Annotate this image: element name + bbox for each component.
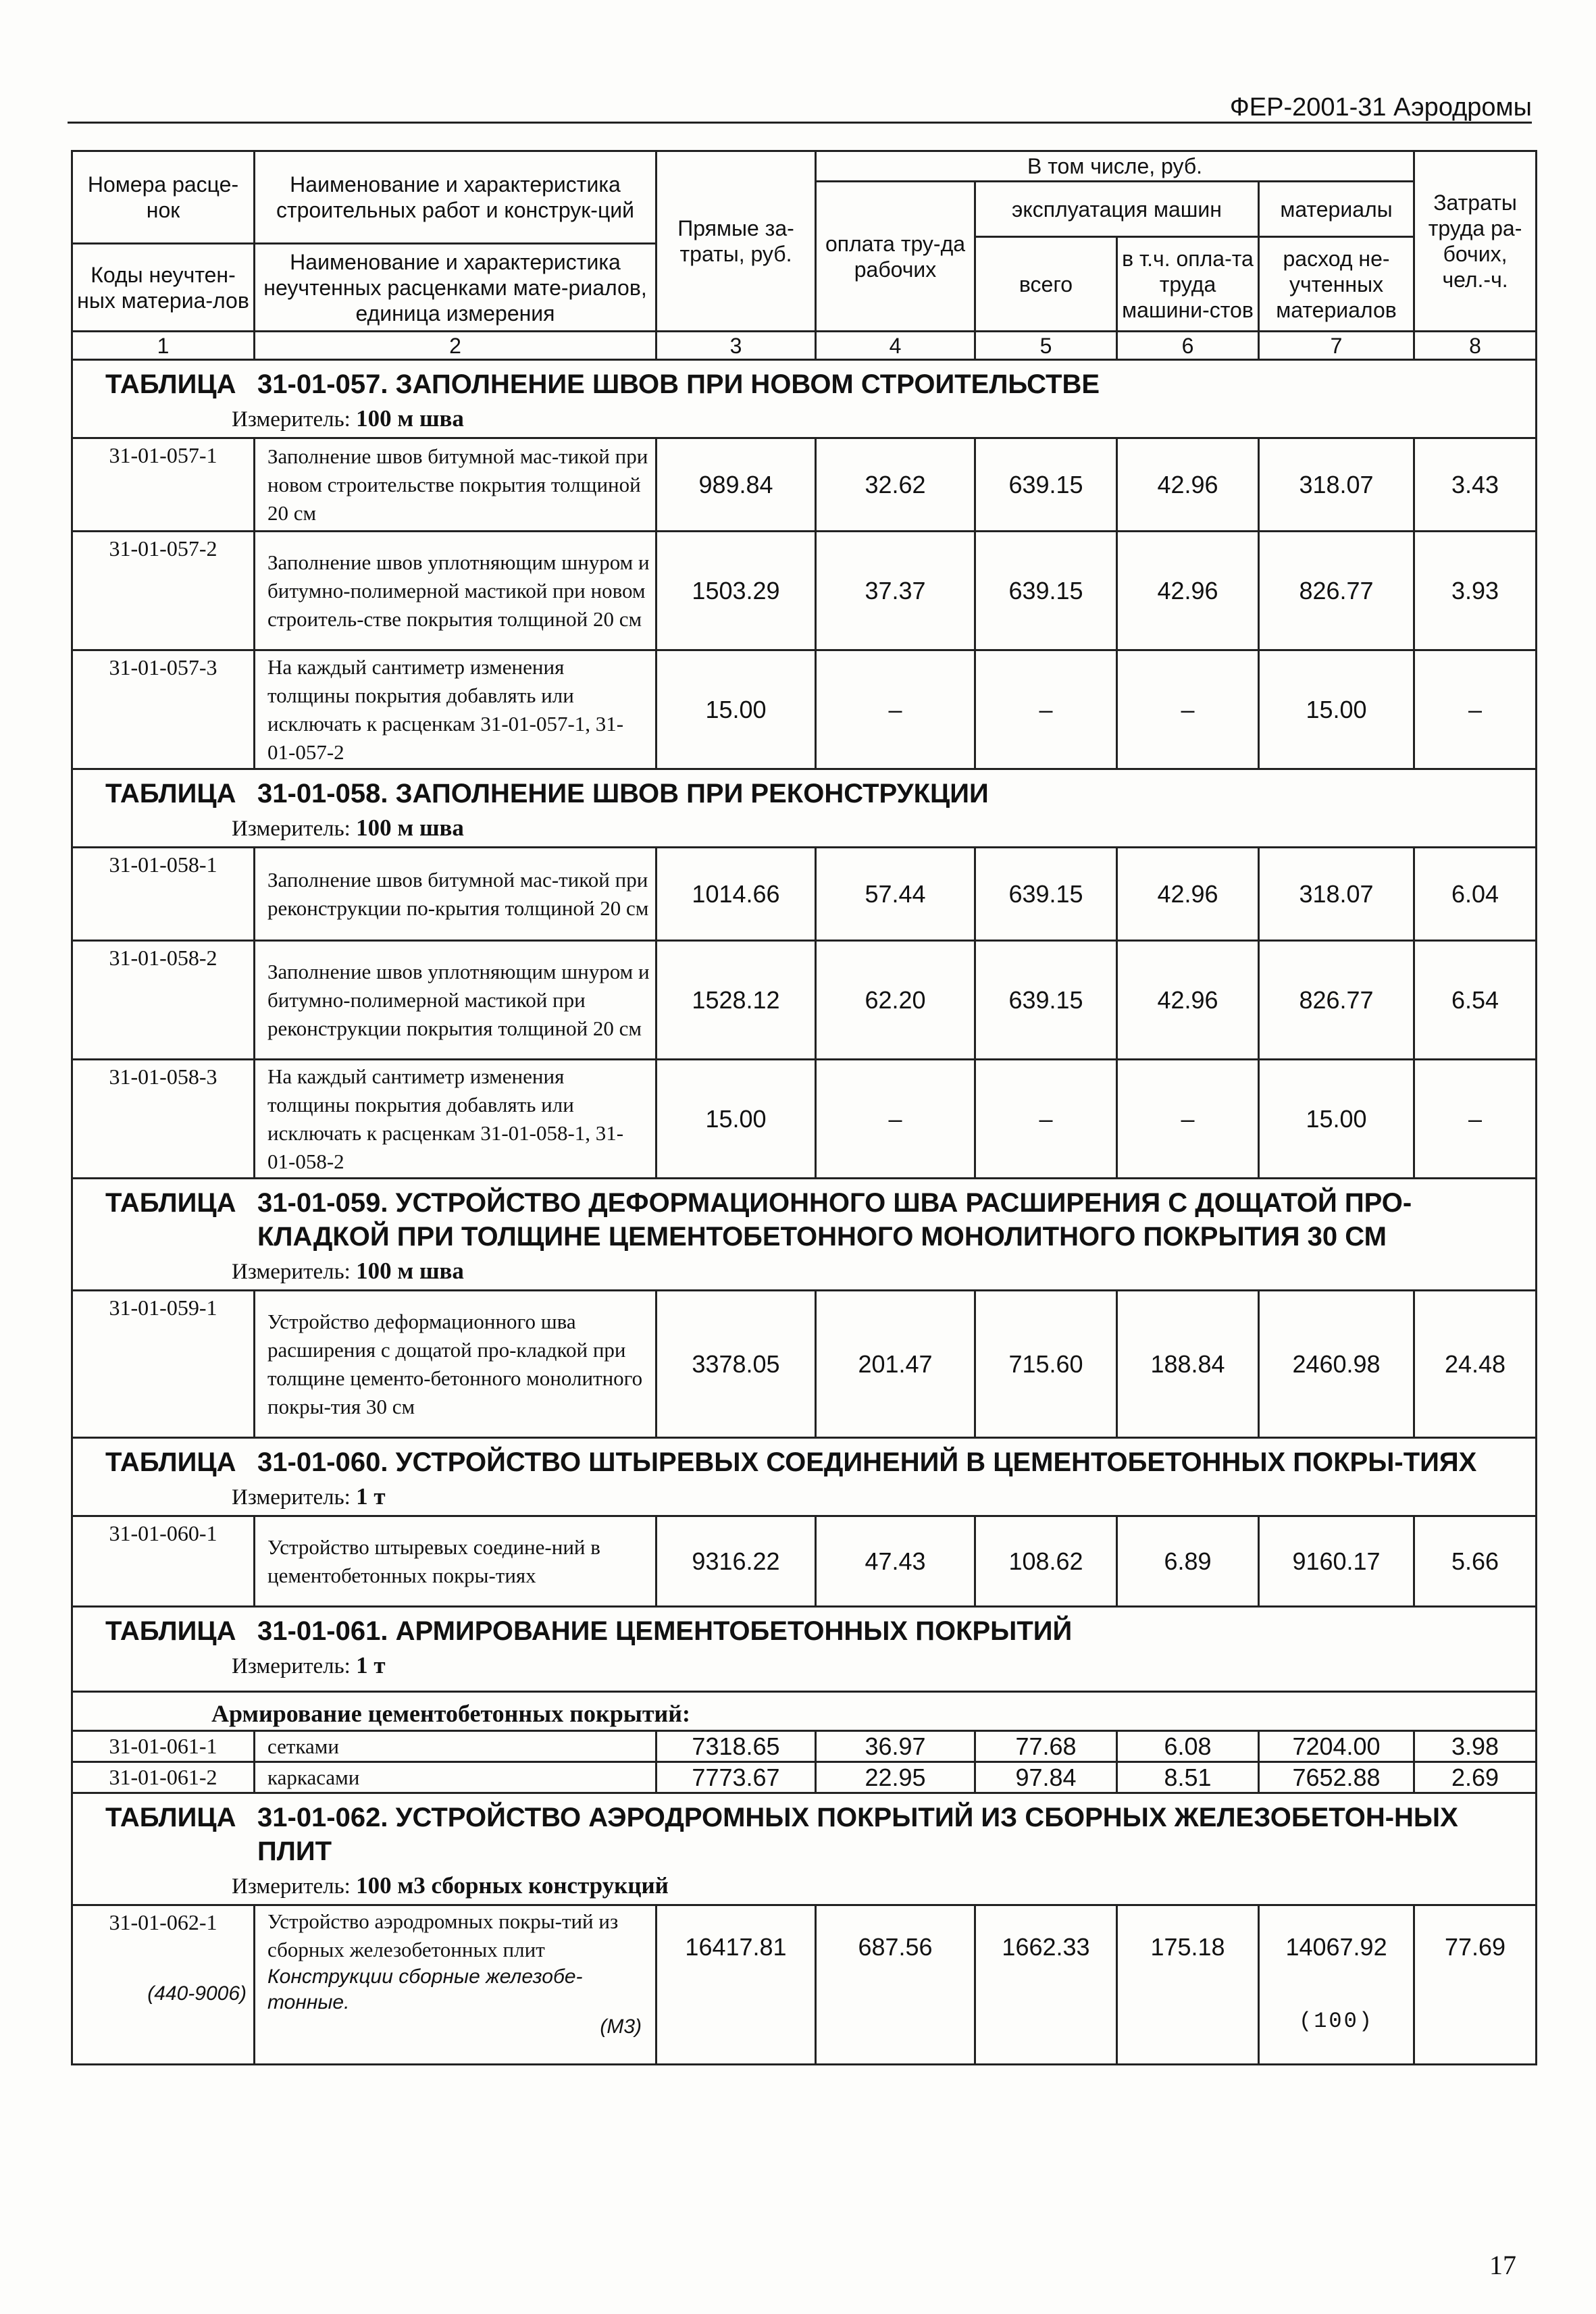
wages: 201.47 bbox=[816, 1291, 975, 1438]
rate-description: Устройство штыревых соедине-ний в цементобетонных покры-тиях bbox=[255, 1516, 657, 1607]
wages: 22.95 bbox=[816, 1762, 975, 1793]
wages: 32.62 bbox=[816, 438, 975, 532]
materials: 9160.17 bbox=[1259, 1516, 1414, 1607]
col-header-material-names: Наименование и характеристика неучтенных расценками мате-риалов, единица измерения bbox=[255, 244, 657, 332]
rate-code: 31-01-057-3 bbox=[72, 650, 255, 769]
wages: 37.37 bbox=[816, 532, 975, 650]
section-header-060 bbox=[72, 1438, 1537, 1516]
section-title bbox=[73, 770, 1535, 813]
section-title bbox=[73, 1608, 1535, 1651]
direct-cost: 1503.29 bbox=[657, 532, 816, 650]
col-header-machines: эксплуатация машин bbox=[975, 182, 1259, 237]
rate-code: 31-01-058-2 bbox=[72, 941, 255, 1060]
direct-cost: 16417.81 bbox=[657, 1905, 816, 2065]
direct-cost: 989.84 bbox=[657, 438, 816, 532]
materials: 7652.88 bbox=[1259, 1762, 1414, 1793]
labor-hours: 3.93 bbox=[1414, 532, 1537, 650]
section-meter bbox=[73, 404, 1535, 437]
machines-total: 108.62 bbox=[975, 1516, 1117, 1607]
col-header-wages: оплата тру-да рабочих bbox=[816, 182, 975, 332]
col-header-operator-wages: в т.ч. опла-та труда машини-стов bbox=[1117, 237, 1259, 332]
column-number: 8 bbox=[1414, 332, 1537, 360]
wages: 47.43 bbox=[816, 1516, 975, 1607]
operator-wages: 8.51 bbox=[1117, 1762, 1259, 1793]
materials: 318.07 bbox=[1259, 438, 1414, 532]
operator-wages: 42.96 bbox=[1117, 438, 1259, 532]
machines-total: 715.60 bbox=[975, 1291, 1117, 1438]
meter-label: Измеритель: bbox=[232, 1874, 351, 1899]
operator-wages: 42.96 bbox=[1117, 532, 1259, 650]
rate-code: 31-01-061-2 bbox=[72, 1762, 255, 1793]
operator-wages: 6.89 bbox=[1117, 1516, 1259, 1607]
labor-hours: – bbox=[1414, 650, 1537, 769]
machines-total: 77.68 bbox=[975, 1731, 1117, 1762]
machines-total: – bbox=[975, 1060, 1117, 1179]
table-row bbox=[72, 848, 1537, 941]
section-label: ТАБЛИЦА bbox=[105, 1188, 236, 1218]
machines-total: 97.84 bbox=[975, 1762, 1117, 1793]
wages: 62.20 bbox=[816, 941, 975, 1060]
rate-description: Устройство аэродромных покры-тий из сборных железобетонных плит bbox=[267, 1909, 619, 1961]
section-title-text: 31-01-057. ЗАПОЛНЕНИЕ ШВОВ ПРИ НОВОМ СТРОИТЕЛЬСТВЕ bbox=[257, 369, 1100, 399]
col-header-including: В том числе, руб. bbox=[816, 151, 1414, 182]
rate-description: сетками bbox=[255, 1731, 657, 1762]
material-description: Конструкции сборные железобе-тонные. bbox=[267, 1965, 583, 2013]
machines-total: 1662.33 bbox=[975, 1905, 1117, 2065]
col-header-direct-cost: Прямые за-траты, руб. bbox=[657, 151, 816, 332]
labor-hours: 2.69 bbox=[1414, 1762, 1537, 1793]
col-header-labor: Затраты труда ра-бочих, чел.-ч. bbox=[1414, 151, 1537, 332]
meter-label: Измеритель: bbox=[232, 407, 351, 432]
direct-cost: 1014.66 bbox=[657, 848, 816, 941]
section-header-061 bbox=[72, 1607, 1537, 1692]
column-number: 4 bbox=[816, 332, 975, 360]
section-label: ТАБЛИЦА bbox=[105, 1616, 236, 1646]
section-meter bbox=[73, 813, 1535, 846]
meter-value: 100 м3 сборных конструкций bbox=[356, 1872, 669, 1899]
rate-description: Заполнение швов битумной мас-тикой при новом строительстве покрытия толщиной 20 см bbox=[255, 438, 657, 532]
section-meter bbox=[73, 1651, 1535, 1691]
section-label: ТАБЛИЦА bbox=[105, 369, 236, 399]
header-rule bbox=[68, 122, 1532, 124]
table-row bbox=[72, 1060, 1537, 1179]
column-number: 1 bbox=[72, 332, 255, 360]
table-row bbox=[72, 532, 1537, 650]
wages: 57.44 bbox=[816, 848, 975, 941]
rate-code: 31-01-061-1 bbox=[72, 1731, 255, 1762]
meter-label: Измеритель: bbox=[232, 1260, 351, 1284]
operator-wages: 42.96 bbox=[1117, 941, 1259, 1060]
materials: 15.00 bbox=[1259, 650, 1414, 769]
section-header-058 bbox=[72, 769, 1537, 848]
material-unit: (М3) bbox=[600, 2015, 642, 2038]
operator-wages: – bbox=[1117, 650, 1259, 769]
rate-code-cell bbox=[72, 1905, 255, 2065]
direct-cost: 3378.05 bbox=[657, 1291, 816, 1438]
labor-hours: 77.69 bbox=[1414, 1905, 1537, 2065]
rate-description-cell bbox=[255, 1905, 657, 2065]
rate-description: На каждый сантиметр изменения толщины покрытия добавлять или исключать к расценкам 31-01-057-1, 31-01-057-2 bbox=[255, 650, 657, 769]
machines-total: 639.15 bbox=[975, 532, 1117, 650]
price-table bbox=[71, 150, 1537, 2065]
section-meter bbox=[73, 1871, 1535, 1904]
table-row bbox=[72, 1516, 1537, 1607]
col-header-material-codes: Коды неучтен-ных материа-лов bbox=[72, 244, 255, 332]
machines-total: – bbox=[975, 650, 1117, 769]
meter-label: Измеритель: bbox=[232, 1485, 351, 1510]
page-header-title: ФЕР-2001-31 Аэродромы bbox=[1229, 93, 1532, 122]
meter-label: Измеритель: bbox=[232, 1654, 351, 1678]
rate-code: 31-01-058-1 bbox=[72, 848, 255, 941]
meter-value: 1 т bbox=[356, 1652, 386, 1678]
section-title bbox=[73, 361, 1535, 404]
materials: 826.77 bbox=[1259, 532, 1414, 650]
page-number: 17 bbox=[1489, 2250, 1516, 2280]
table-row bbox=[72, 1731, 1537, 1762]
section-title bbox=[73, 1794, 1535, 1871]
operator-wages: 175.18 bbox=[1117, 1905, 1259, 2065]
section-header-059 bbox=[72, 1179, 1537, 1291]
rate-code: 31-01-057-2 bbox=[72, 532, 255, 650]
col-header-unaccounted-materials: расход не-учтенных материалов bbox=[1259, 237, 1414, 332]
materials: 826.77 bbox=[1259, 941, 1414, 1060]
labor-hours: – bbox=[1414, 1060, 1537, 1179]
materials: 7204.00 bbox=[1259, 1731, 1414, 1762]
machines-total: 639.15 bbox=[975, 941, 1117, 1060]
operator-wages: 6.08 bbox=[1117, 1731, 1259, 1762]
labor-hours: 3.98 bbox=[1414, 1731, 1537, 1762]
direct-cost: 9316.22 bbox=[657, 1516, 816, 1607]
column-number: 7 bbox=[1259, 332, 1414, 360]
section-title-text: 31-01-061. АРМИРОВАНИЕ ЦЕМЕНТОБЕТОННЫХ ПОКРЫТИЙ bbox=[257, 1616, 1073, 1646]
meter-label: Измеритель: bbox=[232, 817, 351, 841]
materials: 15.00 bbox=[1259, 1060, 1414, 1179]
section-label: ТАБЛИЦА bbox=[105, 779, 236, 808]
table-row bbox=[72, 1762, 1537, 1793]
col-header-code: Номера расце-нок bbox=[72, 151, 255, 244]
section-label: ТАБЛИЦА bbox=[105, 1447, 236, 1477]
materials: 318.07 bbox=[1259, 848, 1414, 941]
rate-code: 31-01-057-1 bbox=[72, 438, 255, 532]
column-number: 2 bbox=[255, 332, 657, 360]
col-header-name: Наименование и характеристика строительных работ и конструк-ций bbox=[255, 151, 657, 244]
rate-code: 31-01-062-1 bbox=[109, 1910, 217, 1934]
operator-wages: – bbox=[1117, 1060, 1259, 1179]
table-row bbox=[72, 438, 1537, 532]
direct-cost: 7773.67 bbox=[657, 1762, 816, 1793]
wages: – bbox=[816, 650, 975, 769]
rate-description: Устройство деформационного шва расширения с дощатой про-кладкой при толщине цементо-бетонного монолитного покры-тия 30 см bbox=[255, 1291, 657, 1438]
wages: – bbox=[816, 1060, 975, 1179]
table-row bbox=[72, 1905, 1537, 2065]
wages: 36.97 bbox=[816, 1731, 975, 1762]
labor-hours: 6.54 bbox=[1414, 941, 1537, 1060]
direct-cost: 15.00 bbox=[657, 650, 816, 769]
operator-wages: 188.84 bbox=[1117, 1291, 1259, 1438]
wages: 687.56 bbox=[816, 1905, 975, 2065]
section-title-text: 31-01-059. УСТРОЙСТВО ДЕФОРМАЦИОННОГО ШВА РАСШИРЕНИЯ С ДОЩАТОЙ ПРО-КЛАДКОЙ ПРИ ТОЛЩИНЕ ЦЕМЕНТОБЕТОННОГО МОНОЛИТНОГО ПОКРЫТИЯ 30 СМ bbox=[257, 1188, 1412, 1252]
section-header-062 bbox=[72, 1793, 1537, 1905]
labor-hours: 3.43 bbox=[1414, 438, 1537, 532]
materials-cell bbox=[1259, 1905, 1414, 2065]
materials: 14067.92 bbox=[1285, 1933, 1387, 1961]
section-title-text: 31-01-060. УСТРОЙСТВО ШТЫРЕВЫХ СОЕДИНЕНИЙ В ЦЕМЕНТОБЕТОННЫХ ПОКРЫ-ТИЯХ bbox=[257, 1447, 1477, 1477]
section-label: ТАБЛИЦА bbox=[105, 1803, 236, 1832]
section-meter bbox=[73, 1482, 1535, 1515]
material-code: (440-9006) bbox=[147, 1982, 247, 2005]
col-header-materials: материалы bbox=[1259, 182, 1414, 237]
rate-description: каркасами bbox=[255, 1762, 657, 1793]
table-row bbox=[72, 650, 1537, 769]
meter-value: 100 м шва bbox=[356, 815, 464, 841]
labor-hours: 5.66 bbox=[1414, 1516, 1537, 1607]
meter-value: 1 т bbox=[356, 1483, 386, 1510]
machines-total: 639.15 bbox=[975, 848, 1117, 941]
section-meter bbox=[73, 1256, 1535, 1289]
labor-hours: 24.48 bbox=[1414, 1291, 1537, 1438]
rate-description: На каждый сантиметр изменения толщины покрытия добавлять или исключать к расценкам 31-01-058-1, 31-01-058-2 bbox=[255, 1060, 657, 1179]
rate-description: Заполнение швов уплотняющим шнуром и битумно-полимерной мастикой при новом строитель-стве покрытия толщиной 20 см bbox=[255, 532, 657, 650]
meter-value: 100 м шва bbox=[356, 1258, 464, 1284]
direct-cost: 1528.12 bbox=[657, 941, 816, 1060]
section-title-text: 31-01-062. УСТРОЙСТВО АЭРОДРОМНЫХ ПОКРЫТИЙ ИЗ СБОРНЫХ ЖЕЛЕЗОБЕТОН-НЫХ ПЛИТ bbox=[257, 1803, 1458, 1866]
material-quantity: (100) bbox=[1299, 2009, 1374, 2034]
materials: 2460.98 bbox=[1259, 1291, 1414, 1438]
table-row bbox=[72, 941, 1537, 1060]
column-number: 3 bbox=[657, 332, 816, 360]
section-title bbox=[73, 1179, 1535, 1256]
subheading: Армирование цементобетонных покрытий: bbox=[72, 1692, 1537, 1731]
table-row bbox=[72, 1291, 1537, 1438]
labor-hours: 6.04 bbox=[1414, 848, 1537, 941]
subheading-row bbox=[72, 1692, 1537, 1731]
column-number: 6 bbox=[1117, 332, 1259, 360]
rate-code: 31-01-060-1 bbox=[72, 1516, 255, 1607]
rate-description: Заполнение швов битумной мас-тикой при реконструкции по-крытия толщиной 20 см bbox=[255, 848, 657, 941]
section-title bbox=[73, 1439, 1535, 1482]
table-header-row-1 bbox=[72, 151, 1537, 182]
machines-total: 639.15 bbox=[975, 438, 1117, 532]
direct-cost: 15.00 bbox=[657, 1060, 816, 1179]
direct-cost: 7318.65 bbox=[657, 1731, 816, 1762]
rate-code: 31-01-059-1 bbox=[72, 1291, 255, 1438]
operator-wages: 42.96 bbox=[1117, 848, 1259, 941]
column-numbers-row bbox=[72, 332, 1537, 360]
rate-code: 31-01-058-3 bbox=[72, 1060, 255, 1179]
meter-value: 100 м шва bbox=[356, 405, 464, 432]
section-header-057 bbox=[72, 360, 1537, 438]
col-header-machines-total: всего bbox=[975, 237, 1117, 332]
rate-description: Заполнение швов уплотняющим шнуром и битумно-полимерной мастикой при реконструкции покрытия толщиной 20 см bbox=[255, 941, 657, 1060]
column-number: 5 bbox=[975, 332, 1117, 360]
section-title-text: 31-01-058. ЗАПОЛНЕНИЕ ШВОВ ПРИ РЕКОНСТРУКЦИИ bbox=[257, 779, 989, 808]
